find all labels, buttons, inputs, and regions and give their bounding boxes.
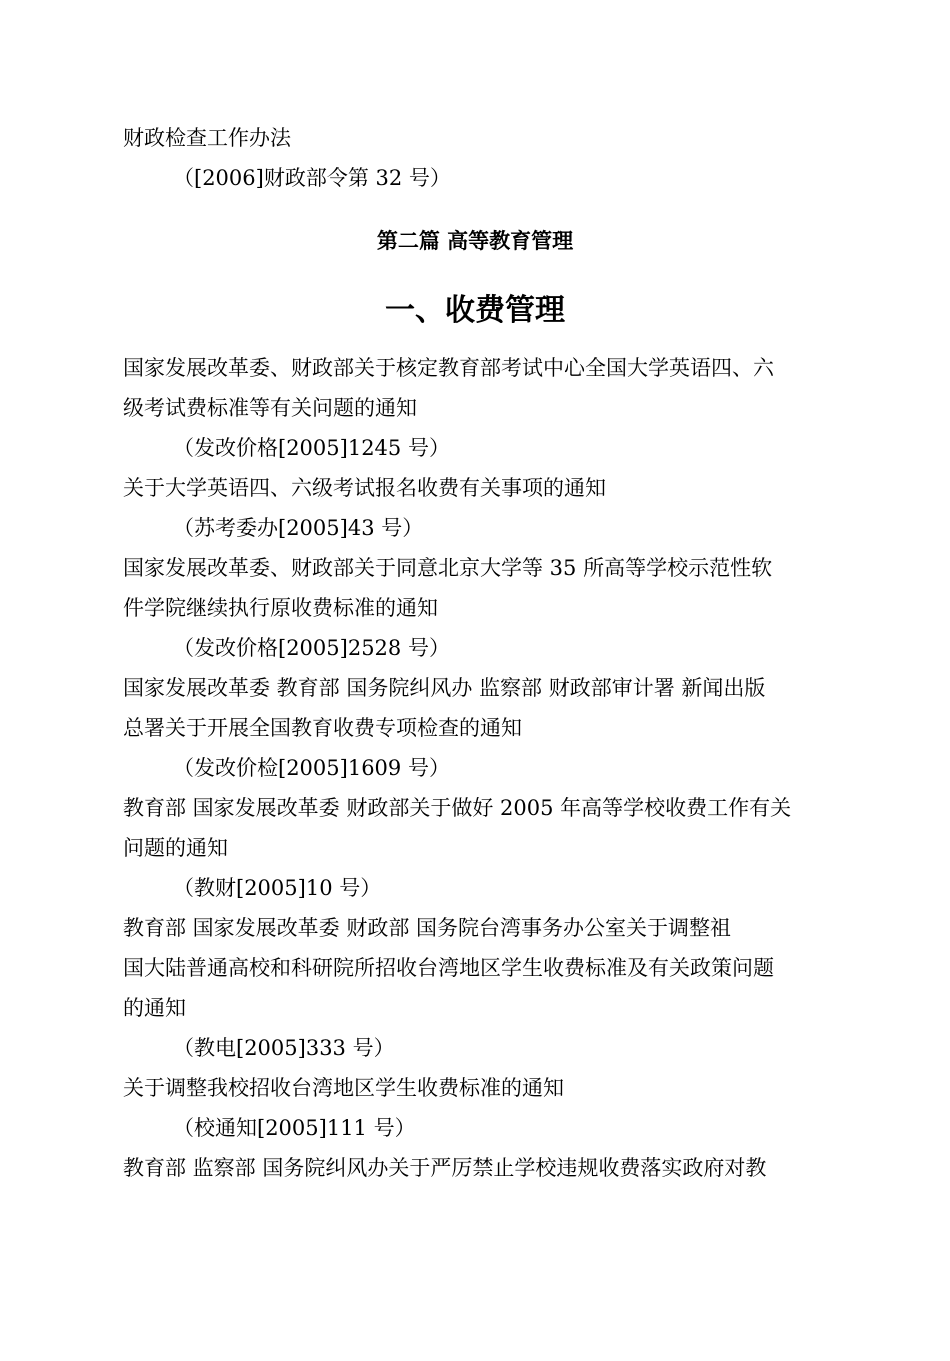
chapter-title: 一、收费管理 <box>385 293 565 328</box>
entry-title-line: 关于大学英语四、六级考试报名收费有关事项的通知 <box>123 476 606 500</box>
entry-list <box>123 348 833 1188</box>
entry-title-line: 国家发展改革委 教育部 国务院纠风办 监察部 财政部审计署 新闻出版 <box>123 676 766 700</box>
entry-reference: （教电[2005]333 号） <box>173 1036 395 1060</box>
document-entry <box>123 348 833 468</box>
entry-title-line: 总署关于开展全国教育收费专项检查的通知 <box>123 716 522 740</box>
entry-title-line: 件学院继续执行原收费标准的通知 <box>123 596 438 620</box>
document-entry <box>123 468 833 548</box>
document-page <box>123 118 833 1188</box>
intro-ref: （[2006]财政部令第 32 号） <box>173 166 451 190</box>
entry-title-line: 国家发展改革委、财政部关于核定教育部考试中心全国大学英语四、六 <box>123 356 774 380</box>
document-entry <box>123 908 833 1068</box>
entry-title-line: 国大陆普通高校和科研院所招收台湾地区学生收费标准及有关政策问题 <box>123 956 774 980</box>
document-entry <box>123 1148 833 1188</box>
entry-reference: （苏考委办[2005]43 号） <box>173 516 424 540</box>
document-entry <box>123 788 833 908</box>
entry-reference: （校通知[2005]111 号） <box>173 1116 416 1140</box>
part-title: 第二篇 高等教育管理 <box>376 228 574 253</box>
entry-title-line: 关于调整我校招收台湾地区学生收费标准的通知 <box>123 1076 564 1100</box>
entry-title-line: 教育部 国家发展改革委 财政部 国务院台湾事务办公室关于调整祖 <box>123 916 732 940</box>
document-entry <box>123 1068 833 1148</box>
entry-title-line: 级考试费标准等有关问题的通知 <box>123 396 417 420</box>
entry-title-line: 问题的通知 <box>123 836 228 860</box>
document-entry <box>123 668 833 788</box>
entry-reference: （发改价检[2005]1609 号） <box>173 756 450 780</box>
intro-title: 财政检查工作办法 <box>123 126 291 150</box>
entry-title-line: 教育部 国家发展改革委 财政部关于做好 2005 年高等学校收费工作有关 <box>123 796 792 820</box>
entry-title-line: 教育部 监察部 国务院纠风办关于严厉禁止学校违规收费落实政府对教 <box>123 1156 767 1180</box>
entry-title-line: 国家发展改革委、财政部关于同意北京大学等 35 所高等学校示范性软 <box>123 556 773 580</box>
entry-reference: （教财[2005]10 号） <box>173 876 382 900</box>
document-entry <box>123 548 833 668</box>
entry-reference: （发改价格[2005]1245 号） <box>173 436 450 460</box>
entry-reference: （发改价格[2005]2528 号） <box>173 636 450 660</box>
entry-title-line: 的通知 <box>123 996 186 1020</box>
